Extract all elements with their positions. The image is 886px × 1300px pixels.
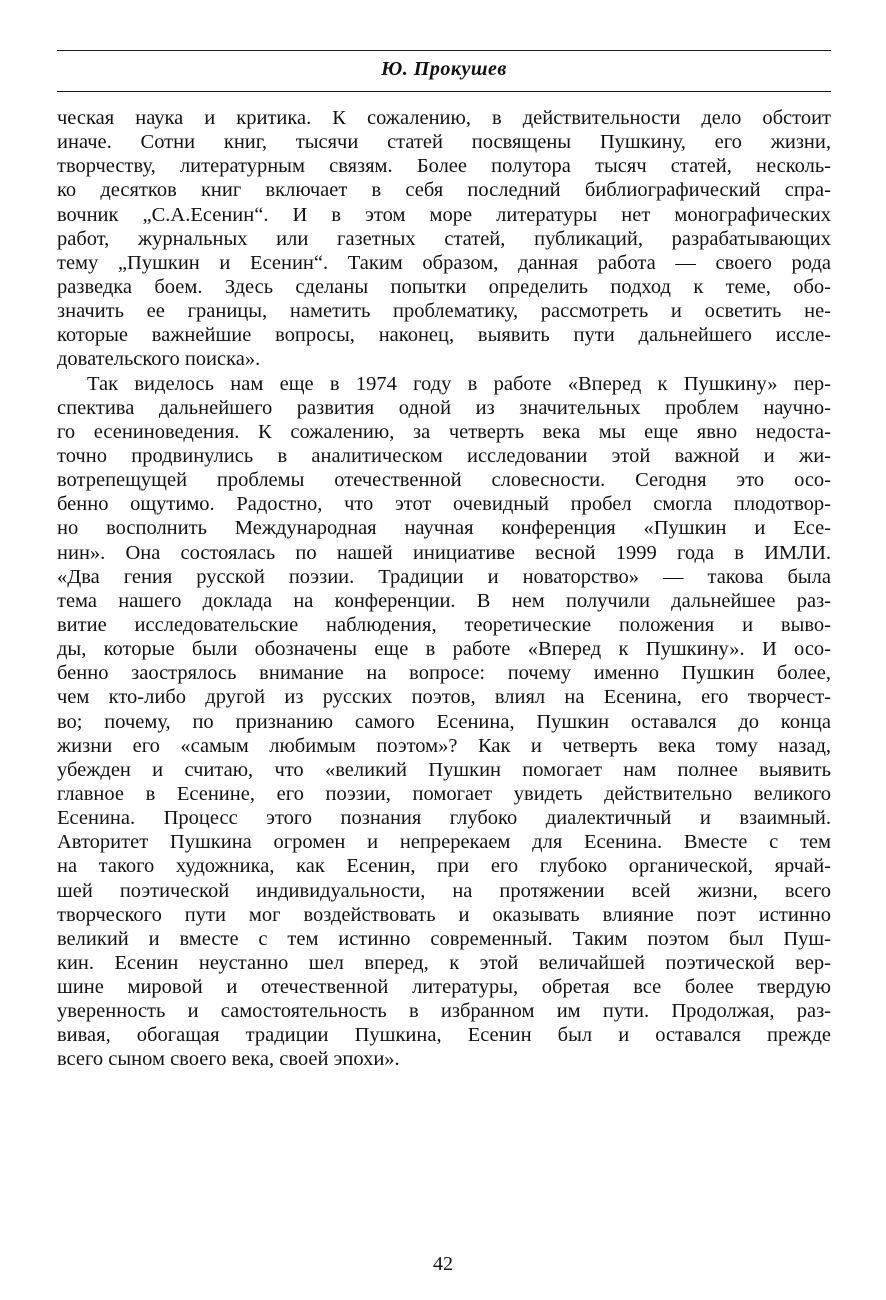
text-line: спектива дальнейшего развития одной из значительных проблем научно- bbox=[57, 396, 831, 419]
text-line: шей поэтической индивидуальности, на протяжении всей жизни, всего bbox=[57, 879, 831, 902]
text-line: творческого пути мог воздействовать и оказывать влияние поэт истинно bbox=[57, 903, 831, 926]
paragraph-end-line: довательского поиска». bbox=[57, 348, 261, 371]
text-line: кин. Есенин неустанно шел вперед, к этой величайшей поэтической вер- bbox=[57, 951, 831, 974]
text-line: Есенина. Процесс этого познания глубоко диалектичный и взаимный. bbox=[57, 807, 831, 830]
header-top-rule bbox=[57, 50, 831, 51]
text-line: тема нашего доклада на конференции. В нем получили дальнейшее раз- bbox=[57, 589, 831, 612]
text-line: чем кто-либо другой из русских поэтов, влиял на Есенина, его творчест- bbox=[57, 686, 831, 709]
text-line: творчеству, литературным связям. Более полутора тысяч статей, несколь- bbox=[57, 155, 831, 178]
text-line: точно продвинулись в аналитическом исследовании этой важной и жи- bbox=[57, 444, 831, 467]
paragraph-first-line: Так виделось нам еще в 1974 году в работе «Вперед к Пушкину» пер- bbox=[87, 372, 831, 395]
text-line: вивая, обогащая традиции Пушкина, Есенин был и оставался прежде bbox=[57, 1024, 831, 1047]
text-line: го есениноведения. К сожалению, за четверть века мы еще явно недоста- bbox=[57, 420, 831, 443]
text-line: ко десятков книг включает в себя последний библиографический спра- bbox=[57, 179, 831, 202]
text-line: которые важнейшие вопросы, наконец, выявить пути дальнейшего иссле- bbox=[57, 324, 831, 347]
paragraph-end-line: всего сыном своего века, своей эпохи». bbox=[57, 1048, 400, 1071]
text-line: вочник „С.А.Есенин“. И в этом море литературы нет монографических bbox=[57, 203, 831, 226]
running-head: Ю. Прокушев bbox=[381, 58, 507, 80]
text-line: шине мировой и отечественной литературы, обретая все более твердую bbox=[57, 976, 831, 999]
text-line: тему „Пушкин и Есенин“. Таким образом, данная работа — своего рода bbox=[57, 251, 831, 274]
header-bottom-rule bbox=[57, 91, 831, 92]
text-line: великий и вместе с тем истинно современный. Таким поэтом был Пуш- bbox=[57, 927, 831, 950]
text-line: бенно заострялось внимание на вопросе: почему именно Пушкин более, bbox=[57, 662, 831, 685]
text-line: значить ее границы, наметить проблематику, рассмотреть и осветить не- bbox=[57, 300, 831, 323]
text-line: работ, журнальных или газетных статей, публикаций, разрабатывающих bbox=[57, 227, 831, 250]
text-line: во; почему, по признанию самого Есенина, Пушкин оставался до конца bbox=[57, 710, 831, 733]
text-line: нин». Она состоялась по нашей инициативе весной 1999 года в ИМЛИ. bbox=[57, 541, 831, 564]
text-line: убежден и считаю, что «великий Пушкин помогает нам полнее выявить bbox=[57, 758, 831, 781]
text-line: вотрепещущей проблемы отечественной словесности. Сегодня это осо- bbox=[57, 469, 831, 492]
text-line: витие исследовательские наблюдения, теоретические положения и выво- bbox=[57, 613, 831, 636]
text-line: уверенность и самостоятельность в избранном им пути. Продолжая, раз- bbox=[57, 1000, 831, 1023]
text-line: «Два гения русской поэзии. Традиции и новаторство» — такова была bbox=[57, 565, 831, 588]
text-line: на такого художника, как Есенин, при его глубоко органической, ярчай- bbox=[57, 855, 831, 878]
page-number: 42 bbox=[433, 1253, 453, 1275]
body-text bbox=[57, 106, 831, 1072]
text-line: жизни его «самым любимым поэтом»? Как и четверть века тому назад, bbox=[57, 734, 831, 757]
text-line: иначе. Сотни книг, тысячи статей посвящены Пушкину, его жизни, bbox=[57, 131, 831, 154]
text-line: ческая наука и критика. К сожалению, в действительности дело обстоит bbox=[57, 107, 831, 129]
text-line: Авторитет Пушкина огромен и непререкаем для Есенина. Вместе с тем bbox=[57, 831, 831, 854]
text-line: бенно ощутимо. Радостно, что этот очевидный пробел смогла плодотвор- bbox=[57, 493, 831, 516]
text-line: ды, которые были обозначены еще в работе «Вперед к Пушкину». И осо- bbox=[57, 638, 831, 661]
text-line: разведка боем. Здесь сделаны попытки определить подход к теме, обо- bbox=[57, 275, 831, 298]
text-line: но восполнить Международная научная конференция «Пушкин и Есе- bbox=[57, 517, 831, 540]
text-line: главное в Есенине, его поэзии, помогает увидеть действительно великого bbox=[57, 782, 831, 805]
